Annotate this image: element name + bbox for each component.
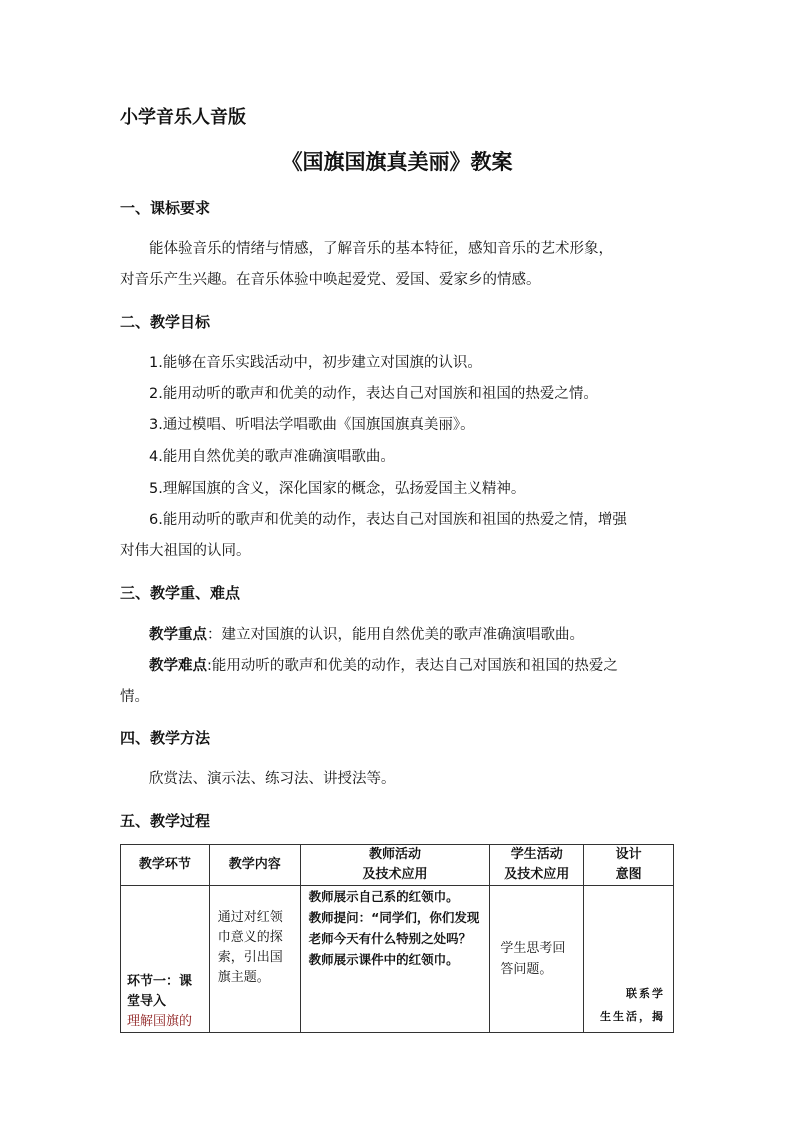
edition-label: 小学音乐人音版	[120, 107, 246, 128]
stage-title: 环节一：课堂导入	[127, 974, 193, 1009]
objective-2: 2.能用动听的歌声和优美的动作，表达自己对国族和祖国的热爱之情。	[149, 386, 598, 402]
design-line-1: 联系学	[626, 987, 665, 1000]
table-header-row	[121, 845, 674, 886]
section-heading-1: 一、课标要求	[120, 199, 211, 217]
key-point	[149, 623, 584, 644]
header-teacher-l1: 教师活动	[368, 847, 421, 862]
page-title: 《国旗国旗真美丽》教案	[281, 150, 513, 174]
section-heading-2: 二、教学目标	[120, 313, 211, 331]
stage-cell	[121, 886, 210, 1033]
teacher-activity-3: 教师展示课件中的红领巾。	[308, 952, 459, 967]
header-teacher	[300, 845, 490, 886]
difficult-point-line2: 情。	[120, 689, 149, 705]
standards-text-line2: 对音乐产生兴趣。在音乐体验中唤起爱党、爱国、爱家乡的情感。	[120, 272, 541, 288]
objective-5: 5.理解国旗的含义，深化国家的概念，弘扬爱国主义精神。	[149, 481, 526, 497]
section-heading-4: 四、教学方法	[120, 729, 211, 747]
stage-subtitle: 理解国旗的	[127, 1014, 193, 1029]
student-cell: 学生思考回答问题。	[490, 886, 584, 1033]
header-content: 教学内容	[209, 845, 300, 886]
difficult-point-label: 教学难点	[149, 658, 207, 674]
difficult-point-text: :能用动听的歌声和优美的动作，表达自己对国族和祖国的热爱之	[207, 658, 618, 674]
header-student-l1: 学生活动	[510, 847, 563, 862]
teaching-process-table	[120, 844, 674, 1033]
teacher-activity-2: 教师提问：“同学们，你们发现老师今天有什么特别之处吗？	[308, 910, 480, 946]
header-design-l2: 意图	[615, 867, 642, 882]
content-cell: 通过对红领巾意义的探索，引出国旗主题。	[209, 886, 300, 1033]
objective-3: 3.通过模唱、听唱法学唱歌曲《国旗国旗真美丽》。	[149, 417, 475, 433]
key-point-text: ：建立对国旗的认识，能用自然优美的歌声准确演唱歌曲。	[207, 627, 584, 643]
table-row	[121, 886, 674, 1033]
section-heading-5: 五、教学过程	[120, 812, 211, 830]
design-line-2: 生生活，揭	[600, 1010, 665, 1023]
design-cell	[584, 886, 674, 1033]
header-teacher-l2: 及技术应用	[362, 867, 428, 882]
header-stage: 教学环节	[121, 845, 210, 886]
objective-1: 1.能够在音乐实践活动中，初步建立对国旗的认识。	[149, 355, 482, 371]
methods-text: 欣赏法、演示法、练习法、讲授法等。	[149, 771, 396, 787]
header-design-l1: 设计	[615, 847, 642, 862]
teacher-cell	[300, 886, 490, 1033]
header-design	[584, 845, 674, 886]
section-heading-3: 三、教学重、难点	[120, 584, 241, 602]
objective-6-line2: 对伟大祖国的认同。	[120, 543, 251, 559]
key-point-label: 教学重点	[149, 627, 207, 643]
header-student-l2: 及技术应用	[504, 867, 570, 882]
standards-text-line1: 能体验音乐的情绪与情感，了解音乐的基本特征，感知音乐的艺术形象，	[149, 241, 613, 257]
objective-6-line1: 6.能用动听的歌声和优美的动作，表达自己对国族和祖国的热爱之情，增强	[149, 512, 627, 528]
objective-4: 4.能用自然优美的歌声准确演唱歌曲。	[149, 449, 395, 465]
teacher-activity-1: 教师展示自己系的红领巾。	[308, 889, 459, 904]
header-student	[490, 845, 584, 886]
difficult-point	[149, 654, 618, 675]
